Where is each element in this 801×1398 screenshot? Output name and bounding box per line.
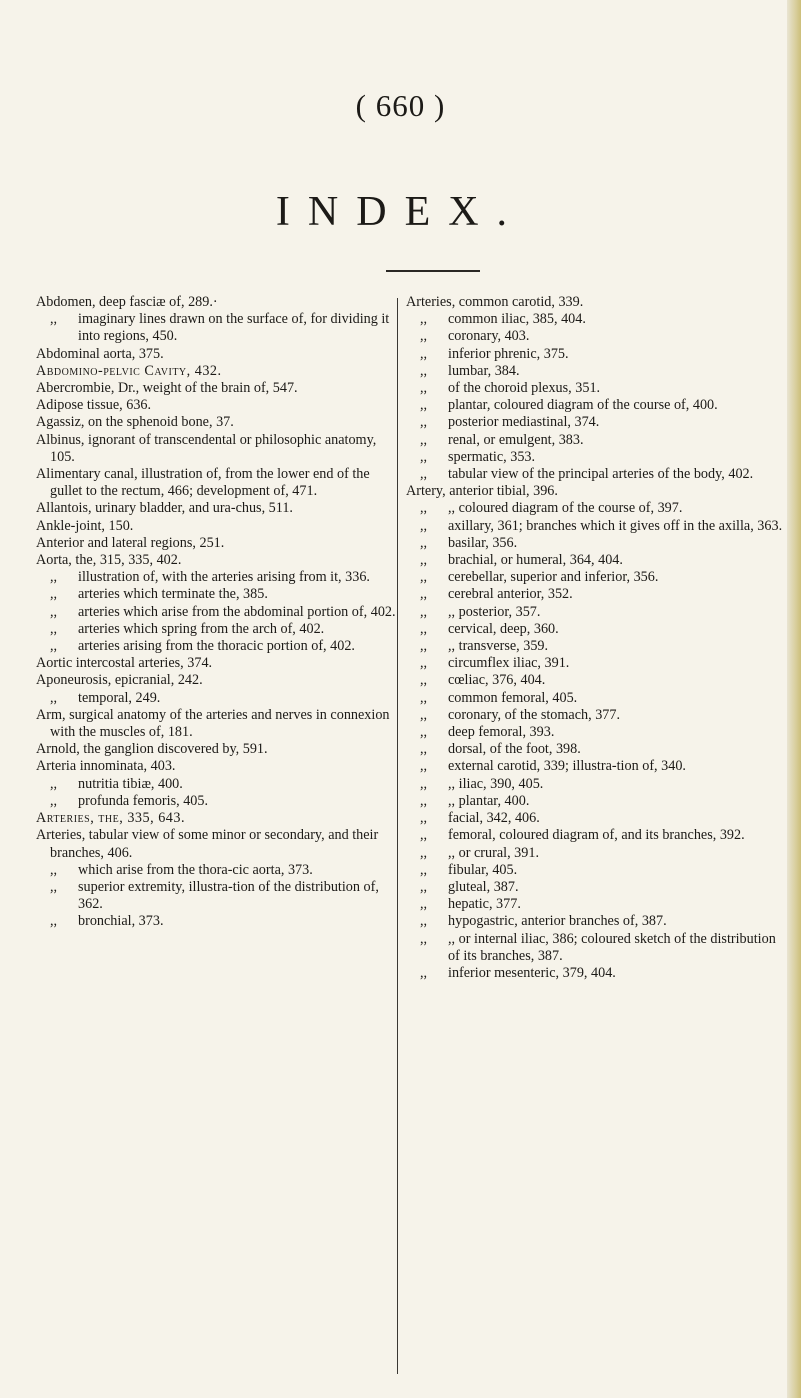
index-entry (406, 690, 788, 707)
index-entry-text: Arteries, tabular view of some minor or secondary, and their branches, 406. (36, 827, 379, 861)
ditto-mark: ,, (420, 878, 428, 895)
index-entry (36, 311, 404, 345)
ditto-mark: ,, (50, 603, 58, 620)
index-entry (406, 965, 788, 982)
index-entry (406, 414, 788, 431)
ditto-mark: ,, (420, 844, 428, 861)
index-entry (36, 758, 404, 775)
index-entry-text: Abercrombie, Dr., weight of the brain of, 547. (36, 380, 298, 397)
index-entry (406, 793, 788, 810)
index-entry (36, 552, 404, 569)
index-entry (406, 432, 788, 449)
index-entry-text: cerebral anterior, 352. (448, 586, 573, 603)
title-rule (386, 270, 480, 272)
ditto-mark: ,, (420, 500, 428, 517)
index-entry-text: external carotid, 339; illustra-tion of, 340. (448, 758, 686, 775)
index-entry-text: spermatic, 353. (448, 448, 536, 465)
index-entry-text: Aortic intercostal arteries, 374. (36, 655, 213, 672)
index-entry-text: Abdominal aorta, 375. (36, 345, 164, 362)
index-entry (406, 758, 788, 775)
ditto-mark: ,, (50, 792, 58, 809)
ditto-mark: ,, (420, 672, 428, 689)
index-entry (36, 518, 404, 535)
index-entry-text: arteries which spring from the arch of, 402. (78, 620, 325, 637)
index-entry (36, 862, 404, 879)
ditto-mark: ,, (420, 466, 428, 483)
index-entry-text: Anterior and lateral regions, 251. (36, 534, 225, 551)
index-entry-text: basilar, 356. (448, 534, 518, 551)
index-entry (406, 707, 788, 724)
ditto-mark: ,, (50, 638, 58, 655)
index-entry-text: ,, transverse, 359. (448, 638, 549, 655)
index-entry-text: ,, coloured diagram of the course of, 397. (448, 500, 683, 517)
index-entry (36, 793, 404, 810)
index-entry-text: dorsal, of the foot, 398. (448, 741, 581, 758)
index-entry-text: deep femoral, 393. (448, 724, 555, 741)
index-entry-text: bronchial, 373. (78, 913, 164, 930)
index-column-right (406, 294, 788, 982)
index-entry-text: ,, iliac, 390, 405. (448, 775, 544, 792)
index-entry-text: Alimentary canal, illustration of, from the lower end of the gullet to the rectum, 466; development of, 471. (36, 466, 370, 500)
ditto-mark: ,, (420, 758, 428, 775)
ditto-mark: ,, (420, 620, 428, 637)
ditto-mark: ,, (50, 913, 58, 930)
index-entry (36, 741, 404, 758)
ditto-mark: ,, (420, 552, 428, 569)
ditto-mark: ,, (420, 706, 428, 723)
ditto-mark: ,, (420, 689, 428, 706)
index-entry-text: common iliac, 385, 404. (448, 311, 586, 328)
ditto-mark: ,, (50, 775, 58, 792)
index-entry-text: arteries which terminate the, 385. (78, 586, 268, 603)
index-entry-text: nutritia tibiæ, 400. (78, 775, 183, 792)
index-entry-text: illustration of, with the arteries arising from it, 336. (78, 569, 370, 586)
index-entry (406, 724, 788, 741)
ditto-mark: ,, (420, 328, 428, 345)
index-entry (36, 500, 404, 517)
ditto-mark: ,, (420, 431, 428, 448)
index-entry-text: imaginary lines drawn on the surface of, for dividing it into regions, 450. (78, 311, 390, 345)
page-number: ( 660 ) (355, 88, 446, 123)
ditto-mark: ,, (50, 586, 58, 603)
index-entry-text: hypogastric, anterior branches of, 387. (448, 913, 667, 930)
index-entry-text: cœliac, 376, 404. (448, 672, 546, 689)
index-entry-text: common femoral, 405. (448, 689, 578, 706)
ditto-mark: ,, (420, 380, 428, 397)
ditto-mark: ,, (420, 345, 428, 362)
index-entry-text: hepatic, 377. (448, 896, 521, 913)
ditto-mark: ,, (420, 655, 428, 672)
index-entry (406, 535, 788, 552)
index-entry (36, 707, 404, 741)
index-entry (36, 363, 404, 380)
ditto-mark: ,, (420, 775, 428, 792)
index-entry (406, 449, 788, 466)
index-entry (36, 810, 404, 827)
ditto-mark: ,, (420, 913, 428, 930)
ditto-mark: ,, (420, 517, 428, 534)
index-entry-text: facial, 342, 406. (448, 810, 540, 827)
index-entry (406, 810, 788, 827)
ditto-mark: ,, (420, 724, 428, 741)
index-entry (406, 776, 788, 793)
ditto-mark: ,, (420, 534, 428, 551)
index-entry-text: axillary, 361; branches which it gives off in the axilla, 363. (448, 517, 783, 534)
index-entry-text: profunda femoris, 405. (78, 792, 209, 809)
index-entry-text: Albinus, ignorant of transcendental or philosophic anatomy, 105. (36, 431, 377, 465)
ditto-mark: ,, (420, 586, 428, 603)
index-entry (406, 586, 788, 603)
index-entry-text: of the choroid plexus, 351. (448, 380, 601, 397)
ditto-mark: ,, (50, 620, 58, 637)
index-entry-text: ,, plantar, 400. (448, 792, 530, 809)
ditto-mark: ,, (420, 603, 428, 620)
ditto-mark: ,, (50, 878, 58, 895)
index-entry (406, 827, 788, 844)
index-entry-text: ,, or internal iliac, 386; coloured sketch of the distribution of its branches, 387. (448, 930, 776, 964)
index-entry-text: cervical, deep, 360. (448, 620, 559, 637)
index-entry (406, 913, 788, 930)
index-entry-text: fibular, 405. (448, 861, 518, 878)
index-entry (36, 346, 404, 363)
index-entry-text: coronary, 403. (448, 328, 530, 345)
index-entry (406, 569, 788, 586)
index-entry (406, 741, 788, 758)
index-entry-text: cerebellar, superior and inferior, 356. (448, 569, 659, 586)
ditto-mark: ,, (420, 741, 428, 758)
ditto-mark: ,, (50, 861, 58, 878)
index-entry (406, 363, 788, 380)
index-entry (406, 638, 788, 655)
index-entry-text: tabular view of the principal arteries of the body, 402. (448, 466, 754, 483)
index-entry-text: Ankle-joint, 150. (36, 517, 134, 534)
index-entry-text: Arnold, the ganglion discovered by, 591. (36, 741, 268, 758)
index-entry (36, 672, 404, 689)
ditto-mark: ,, (420, 827, 428, 844)
index-entry (406, 397, 788, 414)
ditto-mark: ,, (50, 569, 58, 586)
index-entry (36, 604, 404, 621)
ditto-mark: ,, (420, 930, 428, 947)
index-entry (406, 294, 788, 311)
index-entry-text: arteries arising from the thoracic portion of, 402. (78, 638, 355, 655)
index-entry-text: plantar, coloured diagram of the course of, 400. (448, 397, 718, 414)
index-entry (36, 466, 404, 500)
index-entry-text: Arteries, the, 335, 643. (36, 810, 186, 827)
index-entry-text: arteries which arise from the abdominal portion of, 402. (78, 603, 396, 620)
index-entry (36, 776, 404, 793)
index-entry (406, 604, 788, 621)
index-entry-text: Agassiz, on the sphenoid bone, 37. (36, 414, 234, 431)
index-entry (406, 896, 788, 913)
index-entry (406, 518, 788, 535)
ditto-mark: ,, (50, 311, 58, 328)
index-entry (36, 535, 404, 552)
index-entry (406, 931, 788, 965)
index-entry-text: gluteal, 387. (448, 878, 519, 895)
index-entry-text: brachial, or humeral, 364, 404. (448, 552, 623, 569)
ditto-mark: ,, (420, 311, 428, 328)
index-entry-text: Abdomino-pelvic Cavity, 432. (36, 362, 222, 379)
ditto-mark: ,, (420, 638, 428, 655)
index-entry-text: inferior phrenic, 375. (448, 345, 569, 362)
index-entry-text: temporal, 249. (78, 689, 161, 706)
index-entry (36, 621, 404, 638)
index-entry (406, 328, 788, 345)
index-entry-text: femoral, coloured diagram of, and its branches, 392. (448, 827, 745, 844)
ditto-mark: ,, (420, 397, 428, 414)
index-entry-text: circumflex iliac, 391. (448, 655, 570, 672)
ditto-mark: ,, (420, 964, 428, 981)
index-entry-text: Arm, surgical anatomy of the arteries and nerves in connexion with the muscles of, 181. (36, 706, 390, 741)
ditto-mark: ,, (50, 689, 58, 706)
index-entry (36, 827, 404, 861)
page-title: INDEX. (275, 189, 526, 235)
ditto-mark: ,, (420, 896, 428, 913)
index-column-left (36, 294, 404, 931)
index-entry-text: Abdomen, deep fasciæ of, 289.· (36, 294, 218, 310)
index-entry-text: ,, posterior, 357. (448, 603, 541, 620)
index-entry-text: renal, or emulgent, 383. (448, 431, 584, 448)
ditto-mark: ,, (420, 448, 428, 465)
index-entry (406, 879, 788, 896)
index-entry (406, 845, 788, 862)
index-entry (36, 569, 404, 586)
index-entry (36, 913, 404, 930)
index-entry (36, 879, 404, 913)
ditto-mark: ,, (420, 810, 428, 827)
ditto-mark: ,, (420, 569, 428, 586)
ditto-mark: ,, (420, 861, 428, 878)
index-entry (406, 621, 788, 638)
index-entry-text: Aponeurosis, epicranial, 242. (36, 672, 203, 689)
index-entry (36, 690, 404, 707)
index-entry-text: Aorta, the, 315, 335, 402. (36, 552, 182, 569)
index-entry-text: ,, or crural, 391. (448, 844, 540, 861)
index-entry-text: which arise from the thora-cic aorta, 373. (78, 861, 313, 878)
index-entry (406, 380, 788, 397)
index-entry-text: Allantois, urinary bladder, and ura-chus, 511. (36, 500, 293, 517)
ditto-mark: ,, (420, 414, 428, 431)
index-entry-text: coronary, of the stomach, 377. (448, 706, 621, 723)
index-entry (36, 397, 404, 414)
index-entry (406, 552, 788, 569)
index-entry (406, 311, 788, 328)
index-entry (36, 294, 404, 311)
column-divider (397, 298, 398, 1374)
index-entry (406, 500, 788, 517)
index-entry (406, 346, 788, 363)
ditto-mark: ,, (420, 792, 428, 809)
index-entry-text: superior extremity, illustra-tion of the distribution of, 362. (78, 878, 379, 913)
index-entry-text: Arteria innominata, 403. (36, 758, 176, 775)
ditto-mark: ,, (420, 362, 428, 379)
index-entry-text: posterior mediastinal, 374. (448, 414, 600, 431)
index-entry (406, 655, 788, 672)
index-entry-text: Arteries, common carotid, 339. (406, 294, 584, 310)
index-entry (406, 483, 788, 500)
index-entry (36, 586, 404, 603)
index-entry (36, 638, 404, 655)
index-entry (36, 414, 404, 431)
index-entry (406, 672, 788, 689)
index-entry (406, 862, 788, 879)
index-entry (36, 380, 404, 397)
index-entry-text: Adipose tissue, 636. (36, 397, 152, 414)
index-entry-text: inferior mesenteric, 379, 404. (448, 964, 616, 981)
index-entry (36, 432, 404, 466)
index-entry-text: lumbar, 384. (448, 362, 520, 379)
index-entry (406, 466, 788, 483)
index-entry-text: Artery, anterior tibial, 396. (406, 483, 558, 500)
index-entry (36, 655, 404, 672)
